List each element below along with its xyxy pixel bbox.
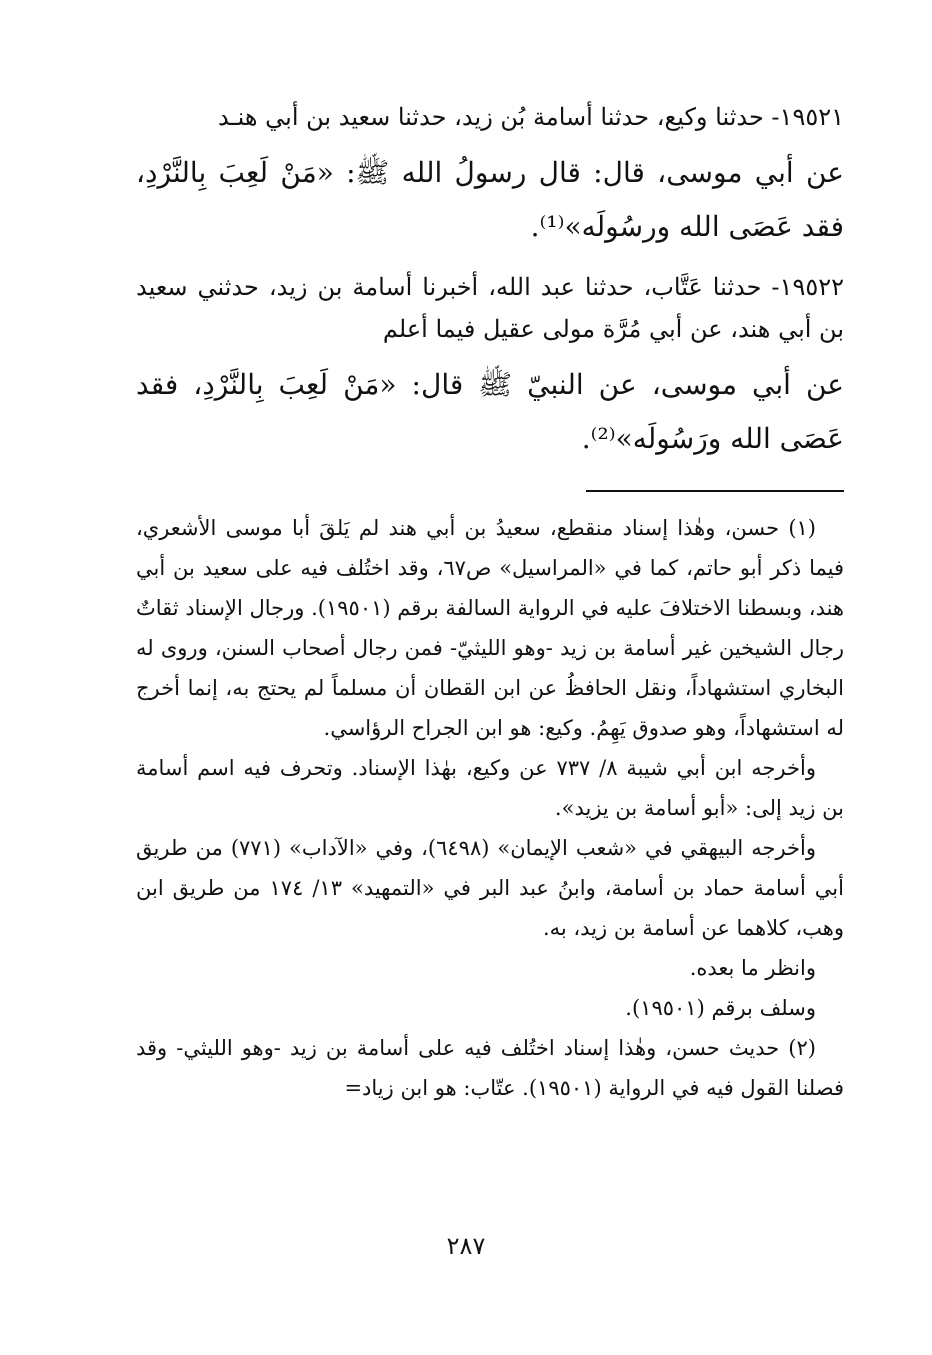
footnote-2: (٢) حديث حسن، وهٰذا إسناد اختُلف فيه على أسامة بن زيد -وهو الليثي- وقد فصلنا القول فيه في الرواية (١٩٥٠١). عتّاب: هو ابن زياد= xyxy=(136,1036,844,1100)
hadith-19522-matn: عن أبي موسى، عن النبيّ ﷺ قال: «مَنْ لَعِبَ بِالنَّرْدِ، فقد عَصَى الله ورَسُولَه»⁽²⁾. xyxy=(136,368,844,455)
hadith-19521-isnad: ١٩٥٢١- حدثنا وكيع، حدثنا أسامة بُن زيد، حدثنا سعيد بن أبي هنـد xyxy=(218,103,844,131)
footnote-1-ibn-abi-shayba: وأخرجه ابن أبي شيبة ٨/ ٧٣٧ عن وكيع، بهٰذا الإسناد. وتحرف فيه اسم أسامة بن زيد إلى: «أبو أسامة بن يزيد». xyxy=(136,756,844,820)
footnote-1-bayhaqi: وأخرجه البيهقي في «شعب الإيمان» (٦٤٩٨)، وفي «الآداب» (٧٧١) من طريق أبي أسامة حماد بن أسامة، وابنُ عبد البر في «التمهيد» ١٣/ ١٧٤ من طريق ابن وهب، كلاهما عن أسامة بن زيد، به. xyxy=(136,836,844,940)
hadith-19522-isnad: ١٩٥٢٢- حدثنا عَتَّاب، حدثنا عبد الله، أخبرنا أسامة بن زيد، حدثني سعيد بن أبي هند، عن أبي مُرَّة مولى عقيل فيما أعلم xyxy=(136,273,844,343)
footnote-divider xyxy=(586,490,844,492)
footnote-1-previous: وسلف برقم (١٩٥٠١). xyxy=(625,996,816,1020)
page-number: ٢٨٧ xyxy=(446,1232,486,1260)
book-page xyxy=(136,96,844,1326)
hadith-19521-matn: عن أبي موسى، قال: قال رسولُ الله ﷺ: «مَنْ لَعِبَ بِالنَّرْدِ، فقد عَصَى الله ورسُولَه»⁽¹⁾. xyxy=(136,156,844,243)
footnote-1: (١) حسن، وهٰذا إسناد منقطع، سعيدُ بن أبي هند لم يَلقَ أبا موسى الأشعري، فيما ذكر أبو حاتم، كما في «المراسيل» ص٦٧، وقد اختُلف فيه على سعيد بن أبي هند، وبسطنا الاختلافَ عليه في الرواية السالفة برقم (١٩٥٠١). ورجال الإسناد ثقاتٌ رجال الشيخين غير أسامة بن زيد -وهو الليثيّ- فمن رجال أصحاب السنن، وروى له البخاري استشهاداً، ونقل الحافظُ عن ابن القطان أن مسلماً لم يحتج به، إنما أخرج له استشهاداً، وهو صدوق يَهِمُ. وكيع: هو ابن الجراح الرؤاسي. xyxy=(136,516,844,740)
footnote-1-see-next: وانظر ما بعده. xyxy=(689,956,816,980)
